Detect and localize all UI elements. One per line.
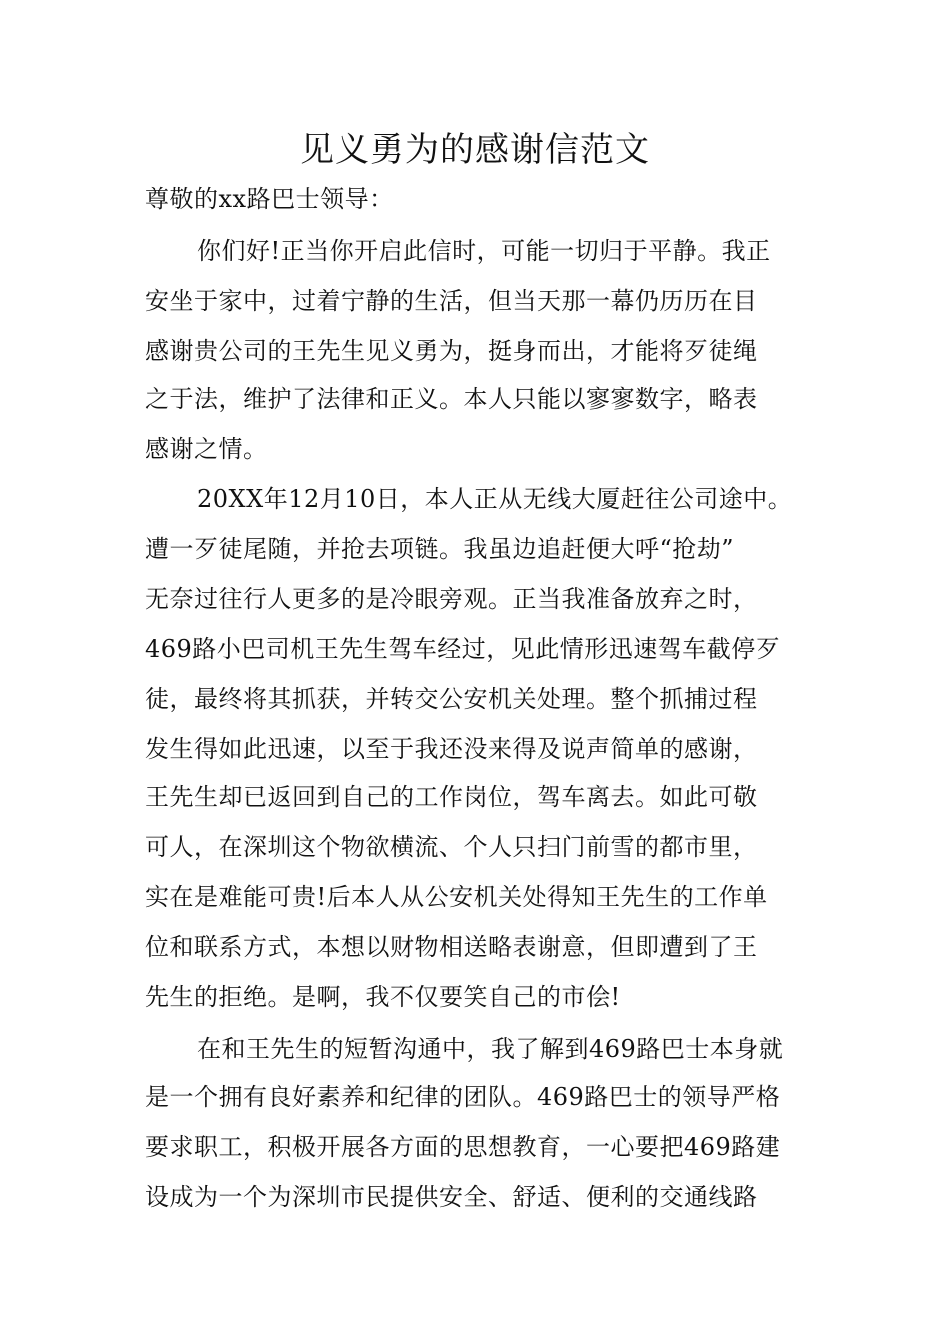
body-line: 在和王先生的短暂沟通中，我了解到469路巴士本身就	[197, 1035, 784, 1063]
body-line: 设成为一个为深圳市民提供安全、舒适、便利的交通线路	[145, 1183, 758, 1211]
body-line: 位和联系方式，本想以财物相送略表谢意，但即遭到了王	[145, 933, 758, 961]
body-line: 先生的拒绝。是啊，我不仅要笑自己的市侩!	[145, 983, 621, 1011]
body-line: 遭一歹徒尾随，并抢去项链。我虽边追赶便大呼“抢劫”	[145, 535, 735, 563]
body-line: 实在是难能可贵!后本人从公安机关处得知王先生的工作单	[145, 883, 768, 911]
body-line: 469路小巴司机王先生驾车经过，见此情形迅速驾车截停歹	[145, 635, 781, 663]
body-line: 你们好!正当你开启此信时，可能一切归于平静。我正	[197, 237, 771, 265]
document-title: 见义勇为的感谢信范文	[300, 130, 650, 170]
body-line: 感谢之情。	[145, 435, 268, 463]
body-line: 可人，在深圳这个物欲横流、个人只扫门前雪的都市里，	[145, 833, 758, 861]
body-line: 感谢贵公司的王先生见义勇为，挺身而出，才能将歹徒绳	[145, 337, 758, 365]
body-line: 无奈过往行人更多的是冷眼旁观。正当我准备放弃之时，	[145, 585, 758, 613]
body-line: 王先生却已返回到自己的工作岗位，驾车离去。如此可敬	[145, 783, 758, 811]
body-line: 要求职工，积极开展各方面的思想教育，一心要把469路建	[145, 1133, 781, 1161]
body-line: 徒，最终将其抓获，并转交公安机关处理。整个抓捕过程	[145, 685, 758, 713]
body-line: 是一个拥有良好素养和纪律的团队。469路巴士的领导严格	[145, 1083, 781, 1111]
body-line: 发生得如此迅速，以至于我还没来得及说声简单的感谢，	[145, 735, 758, 763]
body-line: 20XX年12月10日，本人正从无线大厦赶往公司途中。	[197, 485, 793, 513]
salutation-line: 尊敬的xx路巴士领导：	[145, 185, 394, 213]
body-line: 安坐于家中，过着宁静的生活，但当天那一幕仍历历在目	[145, 287, 758, 315]
body-line: 之于法，维护了法律和正义。本人只能以寥寥数字，略表	[145, 385, 758, 413]
